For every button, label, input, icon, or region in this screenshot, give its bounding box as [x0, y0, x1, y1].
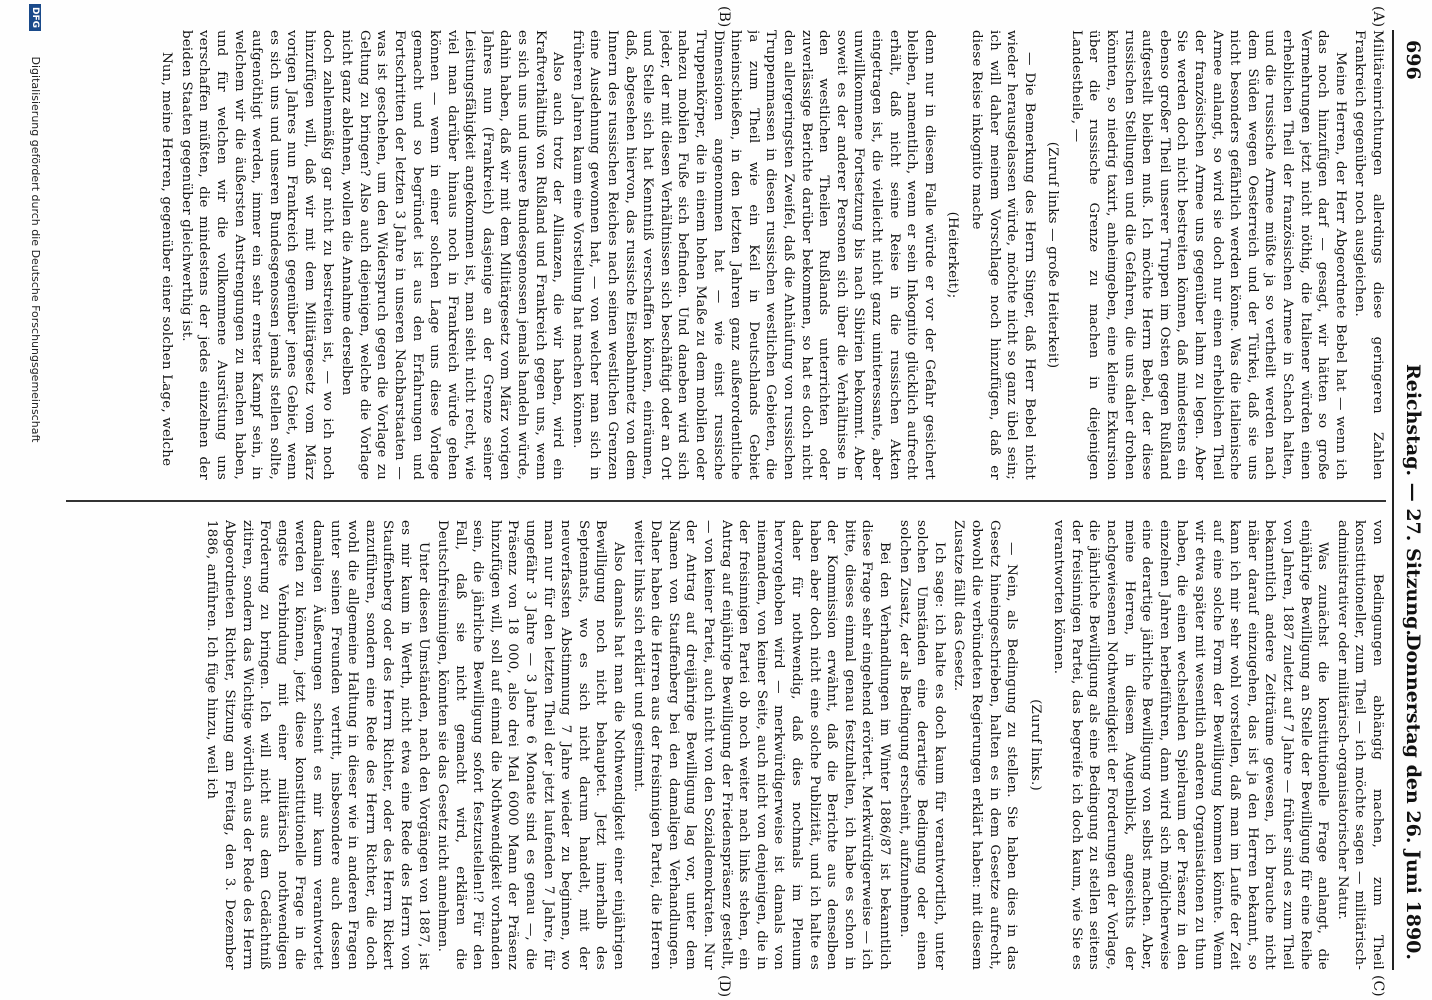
- margin-marker-d: (D): [716, 975, 732, 998]
- paragraph: Nun, meine Herren, gegenüber einer solchen Lage, welche: [159, 52, 175, 467]
- paragraph: von Bedingungen abhängig machen, zum Theil konstitutioneller, zum Theil — ich möchte sagen — militärisch-administrativer oder militärisch-organisatorischer Natur.: [1334, 520, 1385, 970]
- rotated-document-page: [20, 0, 1432, 1000]
- header-rule: [1392, 30, 1394, 970]
- paragraph: Ich sage: ich halte es doch kaum für verantwortlich, unter solchen Umständen eine derartige Bedingung oder einen solchen Zusatz, der als Bedingung erscheint, aufzunehmen.: [896, 520, 947, 970]
- dfg-logo: DFG: [29, 4, 41, 31]
- margin-marker-c: (C): [1370, 975, 1386, 997]
- column-divider: [66, 500, 1386, 502]
- paragraph: Also auch trotz der Allianzen, die wir haben, wird ein Kraftverhältniß von Rußland und Frankreich gegen uns, wenn es sich uns und unsere Bundesgenossen jemals handeln würde, dahin haben, daß wir mit dem Militärgesetz vom März vorigen Jahres nun (Frankreich) dasjenige an der Grenze seiner Leistungsfähigkeit angekommen ist, man sieht nicht recht, wie viel man darüber hinaus noch in Frankreich würde gehen können — wenn in einer solchen Lage uns diese Vorlage gemacht und so begründet ist aus den Erfahrungen und Fortschritten der letzten 3 Jahre in unseren Nachbarstaaten — was ist geschehen, um den Widerspruch gegen die Vorlage zu Geltung zu bringen? Also auch diejenigen, welche die Vorlage nicht ganz ablehnen, wollen die Annahme derselben: [339, 30, 566, 480]
- header-date: Donnerstag den 26. Juni 1890.: [1402, 634, 1424, 960]
- interjection: (Heiterkeit);: [945, 211, 961, 299]
- page-number: 696: [1402, 40, 1424, 80]
- page-header: [1398, 30, 1424, 970]
- digitization-credit: [24, 0, 42, 1000]
- paragraph: Unter diesen Umständen, nach den Vorgängen von 1887, ist es mir kaum in Werth, nicht etwa eine Rede des Herrn von Stauffenberg oder des Herrn Richter, oder des Herrn Rickert anzuführen, sondern eine Rede des Herrn Richter, die doch wohl die allgemeine Haltung in dieser wie in anderen Fragen unter seinen Freunden vertritt, insbesondere auch dessen damaligen Äußerungen scheint es mir kaum verantwortet werden zu können, jetzt diese konstitutionelle Frage in die engste Verbindung mit einer militärisch nothwendigen Forderung zu bringen. Ich will nicht aus dem Gedächtniß zitiren, sondern das Wichtige wörtlich aus der Rede des Herrn Abgeordneten Richter, Sitzung am Freitag, den 3. Dezember 1886, anführen. Ich füge hinzu, weil ich: [204, 520, 431, 970]
- right-column: [66, 520, 1386, 970]
- paragraph: — Nein, als Bedingung zu stellen. Sie haben dies in das Gesetz hineingeschrieben, halten es in dem Gesetze aufrecht, obwohl die verbündeten Regierungen erklärt haben: mit diesem Zusatze fällt das Gesetz.: [951, 520, 1020, 970]
- margin-marker-b: (B): [716, 6, 732, 28]
- credit-text: Digitalisierung gefördert durch die Deutsche Forschungsgemeinschaft: [29, 56, 42, 443]
- paragraph: Meine Herren, der Herr Abgeordnete Bebel hat — wenn ich das noch hinzufügen darf — gesagt, wir hätten so große Vermehrungen jetzt nicht nöthig, die Italiener würden einen erheblichen Theil der französischen Armee in Schach halten, und die russische Armee müßte ja so vertheilt werden nach dem Süden wegen Oesterreich und der Türkei, daß sie uns nicht besonders gefährlich werden könne. Was die italienische Armee anlangt, so wird sie doch nur einen erheblichen Theil der französischen Armee uns gegenüber lahm zu legen. Aber Sie werden doch nicht bestreiten können, daß mindestens ein ebenso großer Theil unserer Truppen im Osten gegen Rußland aufgestellt bleiben muß. Ich möchte Herrn Bebel, der diese russischen Stellungen und die Gefahren, die uns daher drohen könnten, so niedrig taxirt, anheimgeben, eine kleine Exkursion über die russische Grenze zu machen in diejenigen Landestheile, —: [1068, 30, 1348, 480]
- header-title: Reichstag. — 27. Sitzung.: [1402, 363, 1424, 637]
- paragraph: Militäreinrichtungen allerdings diese geringeren Zahlen Frankreich gegenüber noch ausgleichen.: [1352, 30, 1385, 480]
- paragraph: doch zahlenmäßig gar nicht zu bestreiten ist, — wo ich noch hinzufügen will, daß wir mit dem Militärgesetz vom März vorigen Jahres nun Frankreich gegenüber jenes Gebiet, wenn es sich uns und unseren Bundesgenossen jemals stellen sollte, aufgenöthigt werden, immer ein sehr ernster Kampf sein, in welchem wir die äußersten Anstrengungen zu machen haben, und für welchen wir die vollkommene Ausrüstung uns verschaffen müßten, die mindestens der jedes einzelnen der beiden Staaten gegenüber gleichwerthig ist.: [178, 30, 335, 480]
- left-column: [66, 30, 1386, 480]
- interjection: (Zuruf links — große Heiterkeit): [1045, 141, 1061, 369]
- paragraph: — Die Bemerkung des Herrn Singer, daß Herr Bebel nicht wieder herausgelassen würde, möchte nicht so ganz übel sein; ich will daher meinem Vorschlage noch hinzufügen, daß er diese Reise inkognito mache: [968, 30, 1037, 480]
- paragraph: denn nur in diesem Falle würde er vor der Gefahr gesichert bleiben, namentlich, wenn er sein Inkognito glücklich aufrecht erhält, daß nicht seine Reise in die russischen Akten eingetragen ist, die vielleicht nicht ganz uninteressante, aber unwillkommene Fortsetzung bis nach Sibirien bekommt. Aber soweit es der anderer Personen sich über die Verhältnisse in den westlichen Theilen Rußlands unterrichten oder zuverlässige Berichte darüber bekommen, so hat es doch nicht den allergeringsten Zweifel, daß die Anhäufung von russischen Truppenmassen in diesen russischen westlichen Gebieten, die ja zum Theil wie ein Keil in Deutschlands Gebiet hineinschießen, in den letzten Jahren ganz außerordentliche Dimensionen angenommen hat — wie einst russische Truppenkörper, die in einem hohen Maße zu dem mobilen oder nahezu mobilen Fuße sich befinden. Und daneben wird sich jeder, der mit diesen Verhältnissen sich beschäftigt oder an Ort und Stelle sich hat Kenntniß verschaffen können, einräumen, daß, abgesehen hiervon, das russische Eisenbahnnetz von dem Innern des russischen Reiches nach seinen westlichen Grenzen eine Ausdehnung gewonnen hat, — von welcher man sich in früheren Jahren kaum eine Vorstellung hat machen können.: [569, 30, 937, 480]
- interjection: (Zuruf links.): [1027, 699, 1043, 791]
- paragraph: Was zunächst die konstitutionelle Frage anlangt, die einjährige Bewilligung an Stelle der Bewilligung für eine Reihe von Jahren, 1887 zuletzt auf 7 Jahre — früher sind es zum Theil bekanntlich andere Zeiträume gewesen, ich brauche nicht näher darauf einzugehen, das ist ja den Herren bekannt, so kann ich mir sehr wohl vorstellen, daß man im Laufe der Zeit auf eine solche Form der Bewilligung kommen könnte. Wenn wir etwa später mit wesentlich anderen Organisationen zu thun haben, die einen wechselnden Spielraum der Präsenz in den einzelnen Jahren herbeiführen, dann wird sich möglicherweise eine derartige jährliche Bewilligung von selbst machen. Aber, meine Herren, in diesem Augenblick, angesichts der nachgewiesenen Nothwendigkeit der Forderungen der Vorlage, die jährliche Bewilligung als eine Bedingung zu stellen seitens der freisinnigen Partei, das begreife ich doch kaum, wie Sie es verantworten können.: [1051, 520, 1331, 970]
- paragraph: Bei den Verhandlungen im Winter 1886/87 ist bekanntlich diese Frage sehr eingehend erörtert. Merkwürdigerweise — ich bitte, dieses einmal genau festzuhalten, ich habe es schon in der Kommission erwähnt, daß die Berichte aus denselben haben aber doch nicht eine solche Publizität, und ich halte es daher für nothwendig, daß dies nochmals im Plenum hervorgehoben wird — merkwürdigerweise ist damals von niemandem, von keiner Seite, auch nicht von denjenigen, die in der freisinnigen Partei ob noch weiter nach links stehen, ein Antrag auf einjährige Bewilligung der Friedenspräsenz gestellt, — von keiner Partei, auch nicht von den Sozialdemokraten. Nur der Antrag auf dreijährige Bewilligung lag vor, unter dem Namen von Stauffenberg bei den damaligen Verhandlungen. Daher haben die Herren aus der freisinnigen Partei, die Herren weiter links sich erklärt und gestimmt.: [630, 520, 892, 970]
- paragraph: Also damals hat man die Nothwendigkeit einer einjährigen Bewilligung noch nicht behauptet. Jetzt innerhalb des Septennats, wo es sich nicht darum handelt, mit der neuverfassten Abstimmung 7 Jahre wieder zu beginnen, wo man nur für den letzten Theil der jetzt laufenden 7 Jahre, für ungefähr 3 Jahre — 3 Jahre 6 Monate sind es genau —, die Präsenz von 18 000, also drei Mal 6000 Mann der Präsenz hinzufügen will, soll auf einmal die Nothwendigkeit vorhanden sein, die jährliche Bewilligung sofort festzustellen!? Für den Fall, daß sie nicht gemacht wird, erklären die Deutschfreisinnigen, könnten sie das Gesetz nicht annehmen.: [435, 520, 627, 970]
- margin-marker-a: (A): [1370, 6, 1386, 28]
